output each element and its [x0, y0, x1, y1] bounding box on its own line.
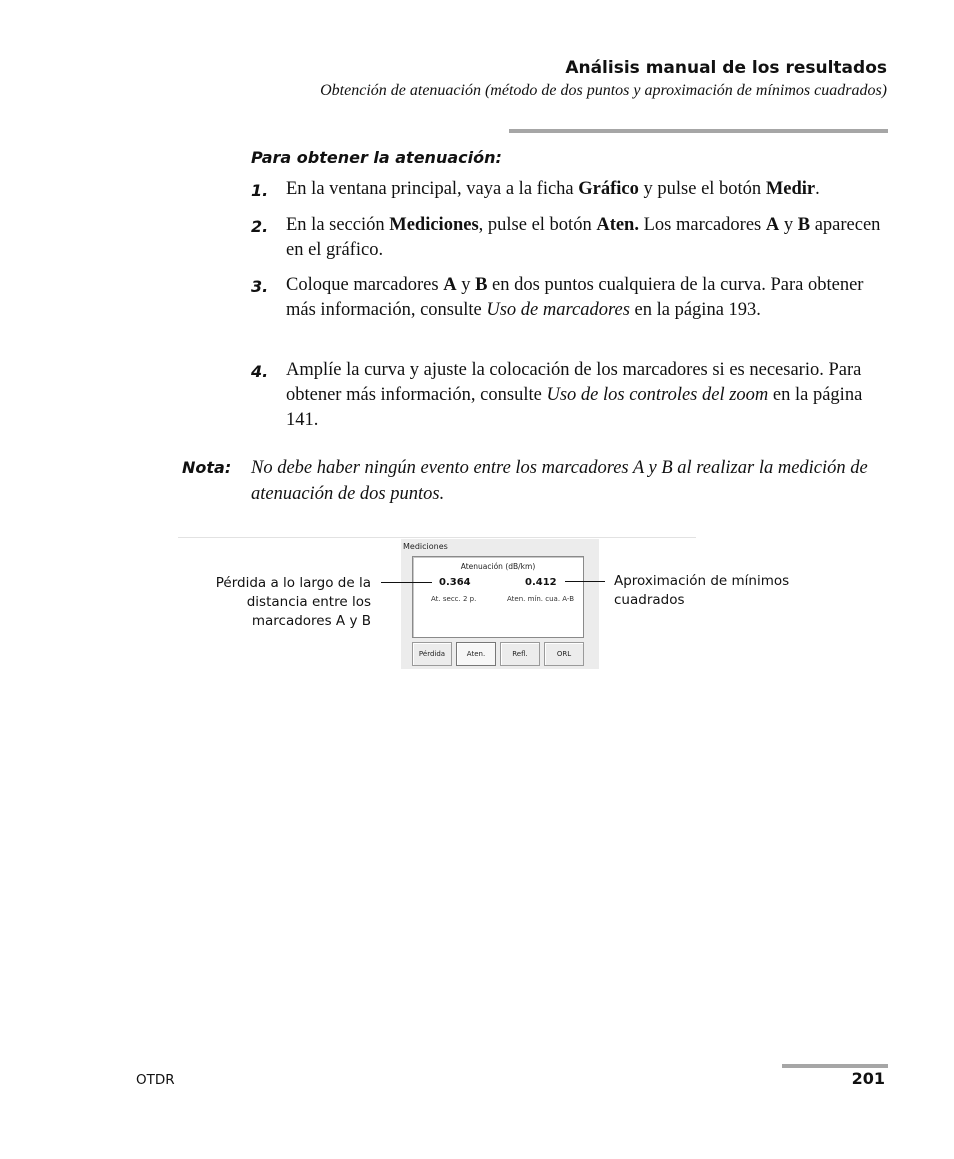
callout-leader-right: [565, 581, 605, 582]
measurements-panel: [401, 539, 599, 669]
procedure-title: Para obtener la atenuación:: [251, 148, 502, 167]
callout-least-squares: Aproximación de mínimos cuadrados: [614, 573, 790, 608]
footer-product: OTDR: [136, 1072, 175, 1088]
footer-rule: [782, 1064, 888, 1068]
step-number: 2.: [251, 217, 269, 236]
attenuation-groupbox: [412, 556, 584, 638]
cross-reference-link[interactable]: Uso de los controles del zoom: [546, 385, 769, 405]
lsa-label: Aten. mín. cua. A-B: [507, 595, 574, 603]
note-label: Nota:: [182, 458, 232, 477]
two-point-value: 0.364: [439, 577, 471, 588]
step-number: 4.: [251, 362, 269, 381]
step-number: 1.: [251, 181, 269, 200]
page-number: 201: [851, 1069, 885, 1088]
atten-button[interactable]: Aten.: [456, 642, 496, 666]
callout-leader-left: [381, 582, 432, 583]
running-header-title: Análisis manual de los resultados: [565, 58, 887, 78]
step-number: 3.: [251, 277, 269, 296]
running-header-subtitle: Obtención de atenuación (método de dos puntos y aproximación de mínimos cuadrados): [320, 82, 887, 99]
header-rule: [509, 129, 888, 133]
step-text: En la ventana principal, vaya a la ficha Gráfico y pulse el botón Medir.: [286, 179, 820, 199]
cross-reference-link[interactable]: Uso de marcadores: [486, 300, 630, 320]
lsa-value: 0.412: [525, 577, 557, 588]
figure-top-edge: [178, 537, 696, 538]
step-text: Coloque marcadores A y B en dos puntos cualquiera de la curva. Para obtener más información, consulte Uso de marcadores en la página 193.: [286, 275, 864, 320]
step-text: Amplíe la curva y ajuste la colocación de los marcadores si es necesario. Para obtener más información, consulte Uso de los controles del zoom en la página 141.: [286, 360, 863, 430]
group-header: Atenuación (dB/km): [460, 562, 536, 571]
refl-button[interactable]: Refl.: [500, 642, 540, 666]
panel-title: Mediciones: [403, 542, 448, 551]
step-text: En la sección Mediciones, pulse el botón Aten. Los marcadores A y B aparecen en el gráfico.: [286, 215, 881, 260]
note-text: No debe haber ningún evento entre los marcadores A y B al realizar la medición de atenuación de dos puntos.: [251, 458, 868, 504]
two-point-label: At. secc. 2 p.: [431, 595, 477, 603]
callout-two-point: Pérdida a lo largo de la distancia entre los marcadores A y B: [215, 575, 371, 629]
loss-button[interactable]: Pérdida: [412, 642, 452, 666]
orl-button[interactable]: ORL: [544, 642, 584, 666]
